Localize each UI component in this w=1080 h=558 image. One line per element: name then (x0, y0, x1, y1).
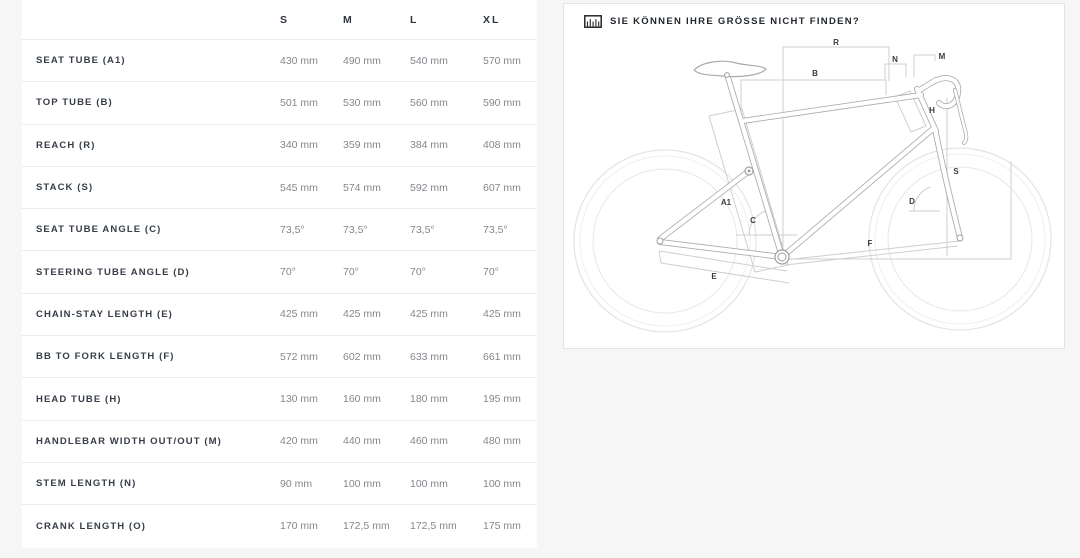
dim-label-h: H (929, 106, 935, 115)
size-help-heading-text: SIE KÖNNEN IHRE GRÖSSE NICHT FINDEN? (610, 16, 861, 27)
cell-value: 100 mm (483, 477, 521, 490)
table-row (22, 463, 537, 505)
cell-value: 545 mm (280, 181, 318, 194)
cell-value: 460 mm (410, 435, 448, 448)
dim-label-s: S (953, 167, 959, 176)
table-row (22, 40, 537, 82)
dim-label-n: N (892, 55, 898, 64)
row-label: STEERING TUBE ANGLE (D) (36, 266, 190, 278)
table-row (22, 421, 537, 463)
cell-value: 633 mm (410, 350, 448, 363)
table-body (22, 40, 537, 548)
cell-value: 170 mm (280, 520, 318, 533)
wheels (574, 148, 1051, 332)
cell-value: 172,5 mm (343, 520, 390, 533)
cell-value: 501 mm (280, 96, 318, 109)
geometry-table (22, 0, 537, 548)
cell-value: 175 mm (483, 520, 521, 533)
dim-label-r: R (833, 38, 839, 47)
row-label: TOP TUBE (B) (36, 97, 113, 109)
dim-label-c: C (750, 216, 756, 225)
cell-value: 73,5° (280, 223, 305, 236)
cell-value: 384 mm (410, 139, 448, 152)
cell-value: 602 mm (343, 350, 381, 363)
size-column-header: L (410, 13, 419, 26)
dim-label-a1: A1 (720, 198, 732, 207)
cell-value: 340 mm (280, 139, 318, 152)
row-label: CRANK LENGTH (O) (36, 520, 146, 532)
row-label: HEAD TUBE (H) (36, 393, 122, 405)
cell-value: 430 mm (280, 54, 318, 67)
cell-value: 480 mm (483, 435, 521, 448)
cell-value: 570 mm (483, 54, 521, 67)
cell-value: 425 mm (280, 308, 318, 321)
table-row (22, 378, 537, 420)
size-column-header: M (343, 13, 354, 26)
size-help-heading[interactable] (584, 15, 860, 28)
row-label: STEM LENGTH (N) (36, 478, 137, 490)
table-row (22, 82, 537, 124)
cell-value: 572 mm (280, 350, 318, 363)
dim-label-f: F (867, 239, 873, 248)
brake-lever (955, 90, 966, 143)
dim-label-m: M (938, 52, 946, 61)
cell-value: 73,5° (343, 223, 368, 236)
cell-value: 130 mm (280, 393, 318, 406)
cell-value: 574 mm (343, 181, 381, 194)
cell-value: 70° (280, 266, 296, 279)
cell-value: 180 mm (410, 393, 448, 406)
cell-value: 590 mm (483, 96, 521, 109)
cell-value: 661 mm (483, 350, 521, 363)
cell-value: 100 mm (343, 477, 381, 490)
table-row (22, 209, 537, 251)
cell-value: 425 mm (410, 308, 448, 321)
table-row (22, 294, 537, 336)
table-row (22, 167, 537, 209)
cell-value: 540 mm (410, 54, 448, 67)
cell-value: 592 mm (410, 181, 448, 194)
cell-value: 530 mm (343, 96, 381, 109)
row-label: HANDLEBAR WIDTH OUT/OUT (M) (36, 435, 222, 447)
cell-value: 425 mm (343, 308, 381, 321)
table-row (22, 251, 537, 293)
saddle (694, 61, 766, 76)
size-help-card (563, 3, 1065, 349)
cell-value: 359 mm (343, 139, 381, 152)
cell-value: 425 mm (483, 308, 521, 321)
cell-value: 100 mm (410, 477, 448, 490)
size-column-header: S (280, 13, 290, 26)
row-label: BB TO FORK LENGTH (F) (36, 351, 175, 363)
bike-geometry-diagram (564, 33, 1064, 348)
dim-label-b: B (812, 69, 818, 78)
cell-value: 160 mm (343, 393, 381, 406)
ruler-icon (584, 15, 602, 28)
row-label: REACH (R) (36, 139, 96, 151)
row-label: SEAT TUBE ANGLE (C) (36, 224, 162, 236)
cell-value: 172,5 mm (410, 520, 457, 533)
size-column-header: XL (483, 13, 501, 26)
cell-value: 90 mm (280, 477, 313, 490)
table-row (22, 336, 537, 378)
row-label: CHAIN-STAY LENGTH (E) (36, 308, 173, 320)
cell-value: 560 mm (410, 96, 448, 109)
dim-label-d: D (909, 197, 915, 206)
cell-value: 490 mm (343, 54, 381, 67)
cell-value: 73,5° (410, 223, 435, 236)
table-row (22, 505, 537, 547)
cell-value: 195 mm (483, 393, 521, 406)
cell-value: 420 mm (280, 435, 318, 448)
table-row (22, 125, 537, 167)
table-header-row (22, 0, 537, 40)
dim-label-e: E (711, 272, 717, 281)
row-label: STACK (S) (36, 182, 94, 194)
cell-value: 70° (410, 266, 426, 279)
cell-value: 607 mm (483, 181, 521, 194)
cell-value: 440 mm (343, 435, 381, 448)
cell-value: 73,5° (483, 223, 508, 236)
cell-value: 70° (483, 266, 499, 279)
cell-value: 70° (343, 266, 359, 279)
cell-value: 408 mm (483, 139, 521, 152)
row-label: SEAT TUBE (A1) (36, 55, 126, 67)
